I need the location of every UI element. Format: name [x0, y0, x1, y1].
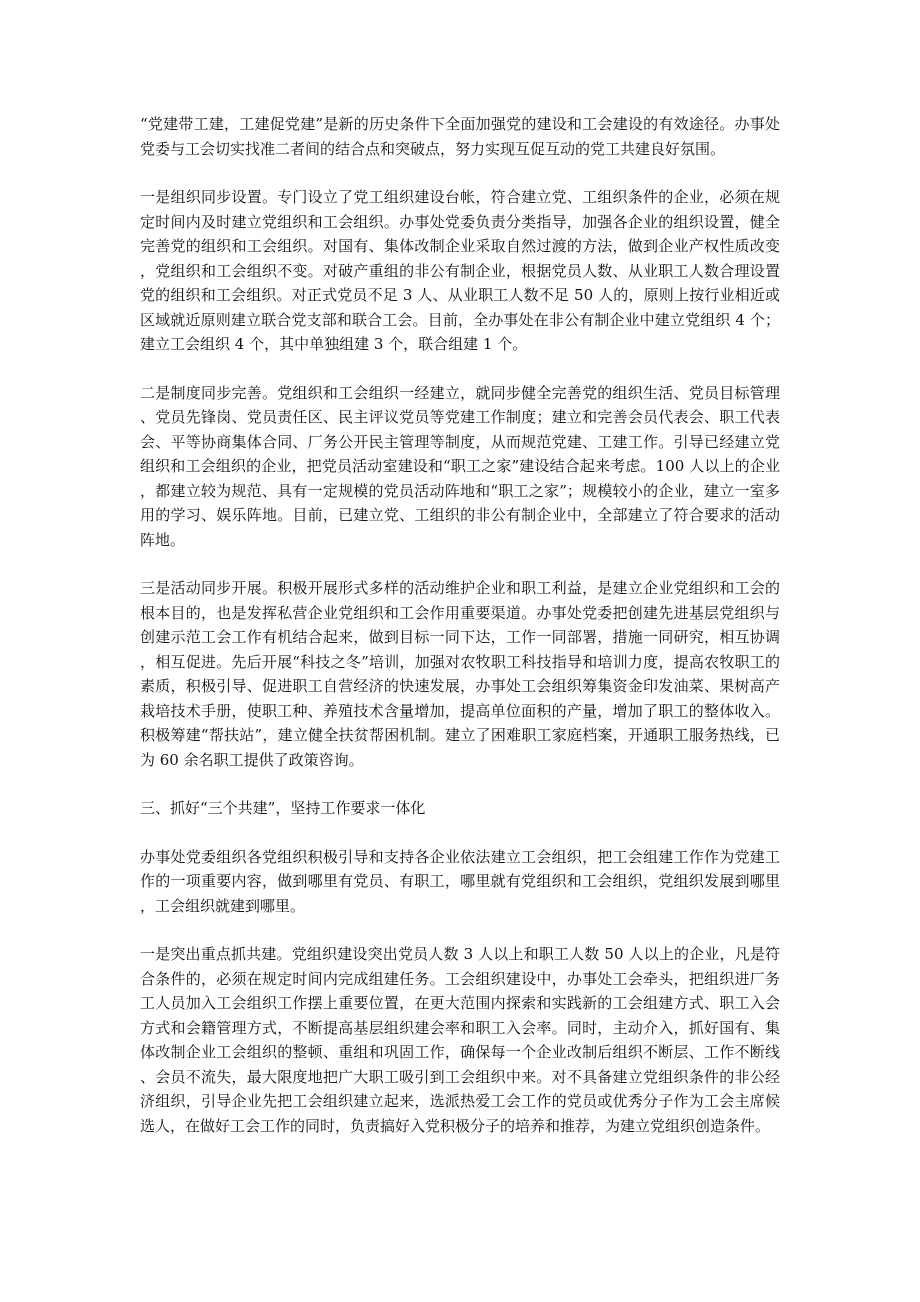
document-page [140, 112, 780, 1162]
paragraph-activities: 三是活动同步开展。积极开展形式多样的活动维护企业和职工利益，是建立企业党组织和工会的根本目的，也是发挥私营企业党组织和工会作用重要渠道。办事处党委把创建先进基层党组织与创建示范工会工作有机结合起来，做到目标一同下达，工作一同部署，措施一同研究，相互协调，相互促进。先后开展“科技之冬”培训，加强对农牧职工科技指导和培训力度，提高农牧职工的素质，积极引导、促进职工自营经济的快速发展，办事处工会组织筹集资金印发油菜、果树高产栽培技术手册，使职工种、养殖技术含量增加，提高单位面积的产量，增加了职工的整体收入。积极筹建“帮扶站”，建立健全扶贫帮困机制。建立了困难职工家庭档案，开通职工服务热线，已为 60 余名职工提供了政策咨询。 [140, 579, 780, 769]
paragraph-section-intro: 办事处党委组织各党组织积极引导和支持各企业依法建立工会组织，把工会组建工作作为党建工作的一项重要内容，做到哪里有党员、有职工，哪里就有党组织和工会组织，党组织发展到哪里，工会组织就建到哪里。 [140, 847, 780, 915]
paragraph-system-improvement: 二是制度同步完善。党组织和工会组织一经建立，就同步健全完善党的组织生活、党员目标管理、党员先锋岗、党员责任区、民主评议党员等党建工作制度；建立和完善会员代表会、职工代表会、平等协商集体合同、厂务公开民主管理等制度，从而规范党建、工建工作。引导已经建立党组织和工会组织的企业，把党员活动室建设和“职工之家”建设结合起来考虑。100 人以上的企业，都建立较为规范、具有一定规模的党员活动阵地和“职工之家”；规模较小的企业，建立一室多用的学习、娱乐阵地。目前，已建立党、工组织的非公有制企业中，全部建立了符合要求的活动阵地。 [140, 383, 780, 549]
paragraph-key-focus: 一是突出重点抓共建。党组织建设突出党员人数 3 人以上和职工人数 50 人以上的企业，凡是符合条件的，必须在规定时间内完成组建任务。工会组织建设中，办事处工会牵头，把组织进厂务工人员加入工会组织工作摆上重要位置，在更大范围内探索和实践新的工会组建方式、职工入会方式和会籍管理方式，不断提高基层组织建会率和职工入会率。同时，主动介入，抓好国有、集体改制企业工会组织的整顿、重组和巩固工作，确保每一个企业改制后组织不断层、工作不断线、会员不流失，最大限度地把广大职工吸引到工会组织中来。对不具备建立党组织条件的非公经济组织，引导企业先把工会组织建立起来，选派热爱工会工作的党员或优秀分子作为工会主席候选人，在做好工会工作的同时，负责搞好入党积极分子的培养和推荐，为建立党组织创造条件。 [140, 945, 780, 1135]
paragraph-organization-setup: 一是组织同步设置。专门设立了党工组织建设台帐，符合建立党、工组织条件的企业，必须在规定时间内及时建立党组织和工会组织。办事处党委负责分类指导，加强各企业的组织设置，健全完善党的组织和工会组织。对国有、集体改制企业采取自然过渡的方法，做到企业产权性质改变，党组织和工会组织不变。对破产重组的非公有制企业，根据党员人数、从业职工人数合理设置党的组织和工会组织。对正式党员不足 3 人、从业职工人数不足 50 人的，原则上按行业相近或区域就近原则建立联合党支部和联合工会。目前，全办事处在非公有制企业中建立党组织 4 个；建立工会组织 4 个，其中单独组建 3 个，联合组建 1 个。 [140, 188, 780, 353]
section-heading: 三、抓好“三个共建”，坚持工作要求一体化 [140, 799, 426, 817]
paragraph-intro: “党建带工建，工建促党建”是新的历史条件下全面加强党的建设和工会建设的有效途径。办事处党委与工会切实找准二者间的结合点和突破点，努力实现互促互动的党工共建良好氛围。 [140, 115, 780, 158]
